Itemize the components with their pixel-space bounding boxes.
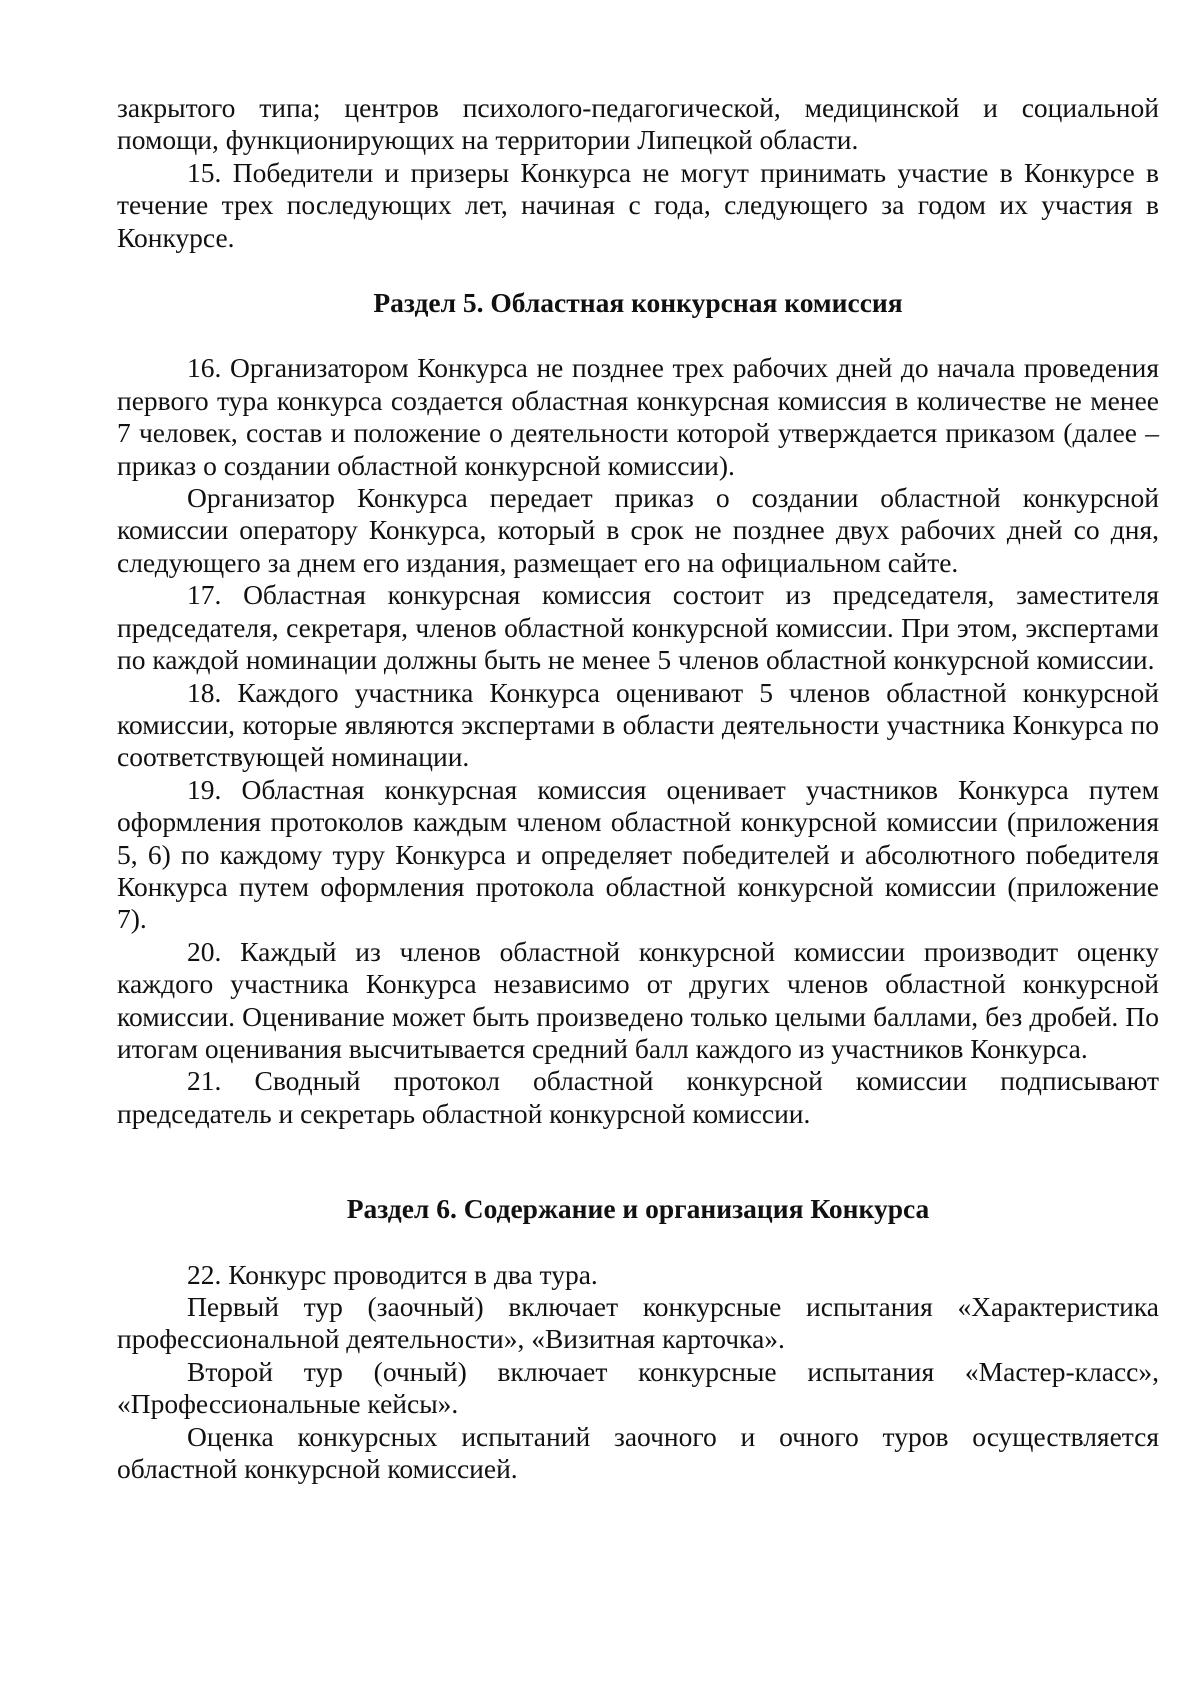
section-6-heading: Раздел 6. Содержание и организация Конкурса <box>346 1193 930 1225</box>
paragraph-15: 15. Победители и призеры Конкурса не могут принимать участие в Конкурсе в течение трех последующих лет, начиная с года, следующего за годом их участия в Конкурсе. <box>117 156 1159 253</box>
paragraph-18: 18. Каждого участника Конкурса оценивают 5 членов областной конкурсной комиссии, которые являются экспертами в области деятельности участника Конкурса по соответствующей номинации. <box>117 676 1159 773</box>
paragraph-continuation: закрытого типа; центров психолого-педагогической, медицинской и социальной помощи, функционирующих на территории Липецкой области. <box>117 92 1159 156</box>
section-5-heading: Раздел 5. Областная конкурсная комиссия <box>373 287 903 319</box>
paragraph-evaluation: Оценка конкурсных испытаний заочного и очного туров осуществляется областной конкурсной комиссией. <box>117 1420 1159 1485</box>
document-page <box>117 92 1159 1485</box>
paragraph-22: 22. Конкурс проводится в два тура. <box>187 1258 598 1290</box>
paragraph-19: 19. Областная конкурсная комиссия оценивает участников Конкурса путем оформления протоколов каждым членом областной конкурсной комиссии (приложения 5, 6) по каждому туру Конкурса и определяет победителей и абсолютного победителя Конкурса путем оформления протокола областной конкурсной комиссии (приложение 7). <box>117 773 1159 935</box>
paragraph-second-tour: Второй тур (очный) включает конкурсные испытания «Мастер-класс», «Профессиональные кейсы». <box>117 1355 1159 1420</box>
paragraph-21: 21. Сводный протокол областной конкурсной комиссии подписывают председатель и секретарь областной конкурсной комиссии. <box>117 1065 1159 1129</box>
paragraph-first-tour: Первый тур (заочный) включает конкурсные испытания «Характеристика профессиональной деятельности», «Визитная карточка». <box>117 1291 1159 1355</box>
paragraph-20: 20. Каждый из членов областной конкурсной комиссии производит оценку каждого участника Конкурса независимо от других членов областной конкурсной комиссии. Оценивание может быть произведено только целыми баллами, без дробей. По итогам оценивания высчитывается средний балл каждого из участников Конкурса. <box>117 935 1159 1064</box>
paragraph-17: 17. Областная конкурсная комиссия состоит из председателя, заместителя председателя, секретаря, членов областной конкурсной комиссии. При этом, экспертами по каждой номинации должны быть не менее 5 членов областной конкурсной комиссии. <box>117 579 1159 676</box>
paragraph-16: 16. Организатором Конкурса не позднее трех рабочих дней до начала проведения первого тура конкурса создается областная конкурсная комиссия в количестве не менее 7 человек, состав и положение о деятельности которой утверждается приказом (далее – приказ о создании областной конкурсной комиссии). <box>117 352 1159 481</box>
paragraph-16-cont: Организатор Конкурса передает приказ о создании областной конкурсной комиссии оператору Конкурса, который в срок не позднее двух рабочих дней со дня, следующего за днем его издания, размещает его на официальном сайте. <box>117 482 1159 578</box>
